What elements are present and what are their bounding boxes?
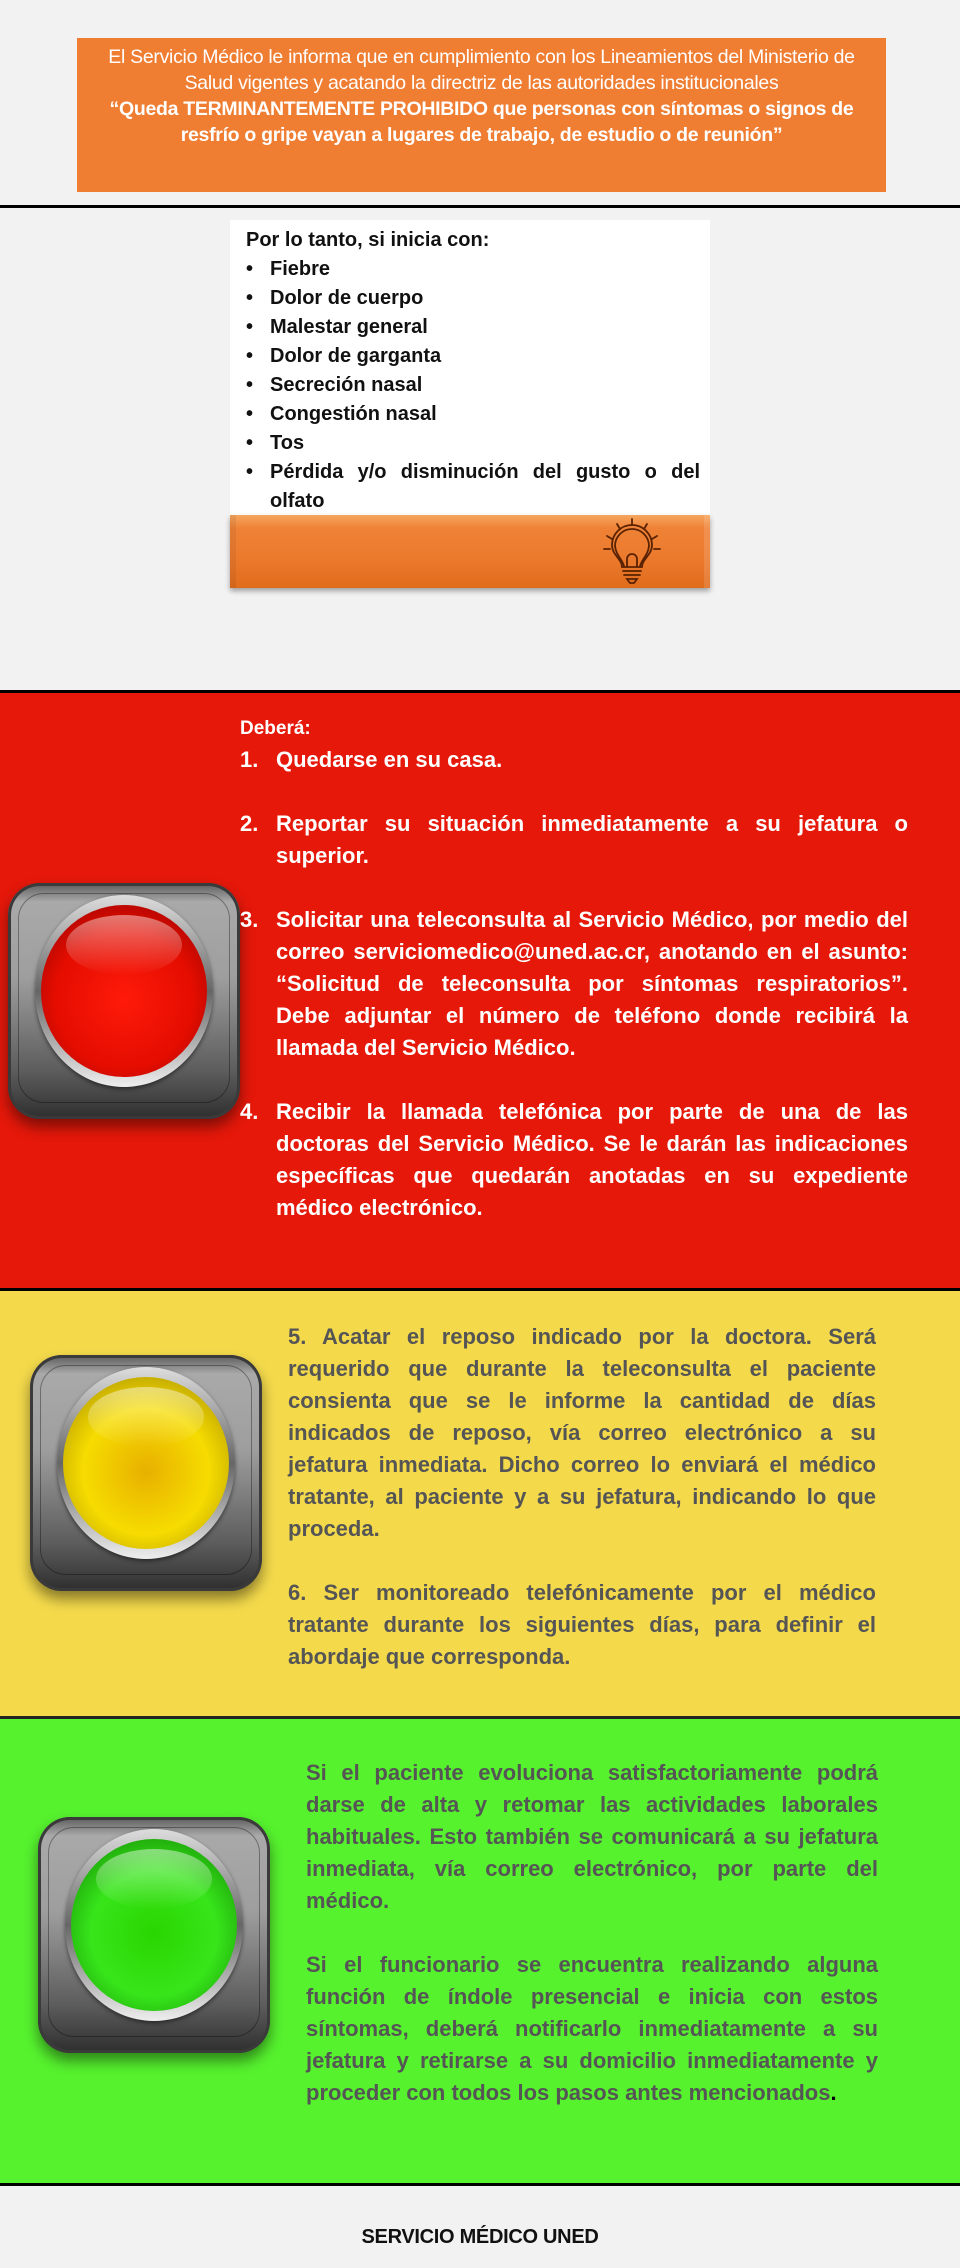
step-paragraph: 5. Acatar el reposo indicado por la doctora. Será requerido que durante la teleconsulta el paciente consienta que se le informe la cantidad de días indicados de reposo, vía correo electrónico a su jefatura inmediata. Dicho correo lo enviará el médico tratante, al paciente y a su jefatura, indicando lo que proceda. [288, 1324, 876, 1541]
symptom-lead: Por lo tanto, si inicia con: [246, 229, 490, 251]
notice-intro: El Servicio Médico le informa que en cumplimiento con los Lineamientos del Ministerio de Salud vigentes y acatando la directriz de las autoridades institucionales [108, 46, 855, 94]
bullet-icon: • [246, 345, 254, 367]
lightbulb-icon [600, 515, 664, 587]
yellow-traffic-light-icon [30, 1355, 262, 1591]
bullet-icon: • [246, 432, 254, 454]
section-title: Deberá: [240, 718, 311, 739]
list-item: • Fiebre [244, 255, 700, 284]
divider [0, 205, 960, 208]
bullet-icon: • [246, 403, 254, 425]
step-item: 4. Recibir la llamada telefónica por parte de una de las doctoras del Servicio Médico. Se le darán las indicaciones específicas que quedarán anotadas en su expediente médico electrónico. [240, 1099, 908, 1220]
steps-list [240, 744, 908, 1224]
symptom-list [244, 255, 700, 516]
bullet-icon: • [246, 287, 254, 309]
red-section [0, 690, 960, 1288]
list-item: • Secreción nasal [244, 371, 700, 400]
notice-banner [77, 38, 886, 192]
orange-banner-bar [230, 515, 710, 588]
symptom-list-card [230, 220, 710, 516]
bullet-icon: • [246, 461, 254, 483]
footer-label: SERVICIO MÉDICO UNED [361, 2226, 599, 2248]
list-item: • Malestar general [244, 313, 700, 342]
green-section [0, 1716, 960, 2186]
info-paragraph: Si el funcionario se encuentra realizando alguna función de índole presencial e inicia con estos síntomas, deberá notificarlo inmediatamente a su jefatura y retirarse a su domicilio inmediatamente y proceder con todos los pasos antes mencionados. [306, 1952, 878, 2105]
list-item: • Congestión nasal [244, 400, 700, 429]
info-paragraph: Si el paciente evoluciona satisfactoriamente podrá darse de alta y retomar las actividades laborales habituales. Esto también se comunicará a su jefatura inmediata, vía correo electrónico, por parte del médico. [306, 1760, 878, 1913]
bullet-icon: • [246, 374, 254, 396]
bullet-icon: • [246, 316, 254, 338]
list-item: • Dolor de cuerpo [244, 284, 700, 313]
list-item: • Dolor de garganta [244, 342, 700, 371]
bullet-icon: • [246, 258, 254, 280]
step-item: 2. Reportar su situación inmediatamente a su jefatura o superior. [240, 811, 908, 868]
green-section-text [306, 1757, 878, 2141]
step-item: 3. Solicitar una teleconsulta al Servicio Médico, por medio del correo serviciomedico@uned.ac.cr, anotando en el asunto: “Solicitud de teleconsulta por síntomas respiratorios”. Debe adjuntar el número de teléfono donde recibirá la llamada del Servicio Médico. [240, 907, 908, 1060]
list-item: • Pérdida y/o disminución del gusto o del olfato [244, 458, 700, 516]
green-traffic-light-icon [38, 1817, 270, 2053]
list-item: • Tos [244, 429, 700, 458]
red-section-text [240, 714, 908, 1256]
step-item: 1. Quedarse en su casa. [240, 747, 503, 772]
step-paragraph: 6. Ser monitoreado telefónicamente por el médico tratante durante los siguientes días, para definir el abordaje que corresponda. [288, 1580, 876, 1669]
yellow-section [0, 1288, 960, 1716]
yellow-section-text [288, 1321, 876, 1705]
notice-prohibition: “Queda TERMINANTEMENTE PROHIBIDO que personas con síntomas o signos de resfrío o gripe vayan a lugares de trabajo, de estudio o de reunión” [109, 98, 854, 146]
red-traffic-light-icon [8, 883, 240, 1119]
